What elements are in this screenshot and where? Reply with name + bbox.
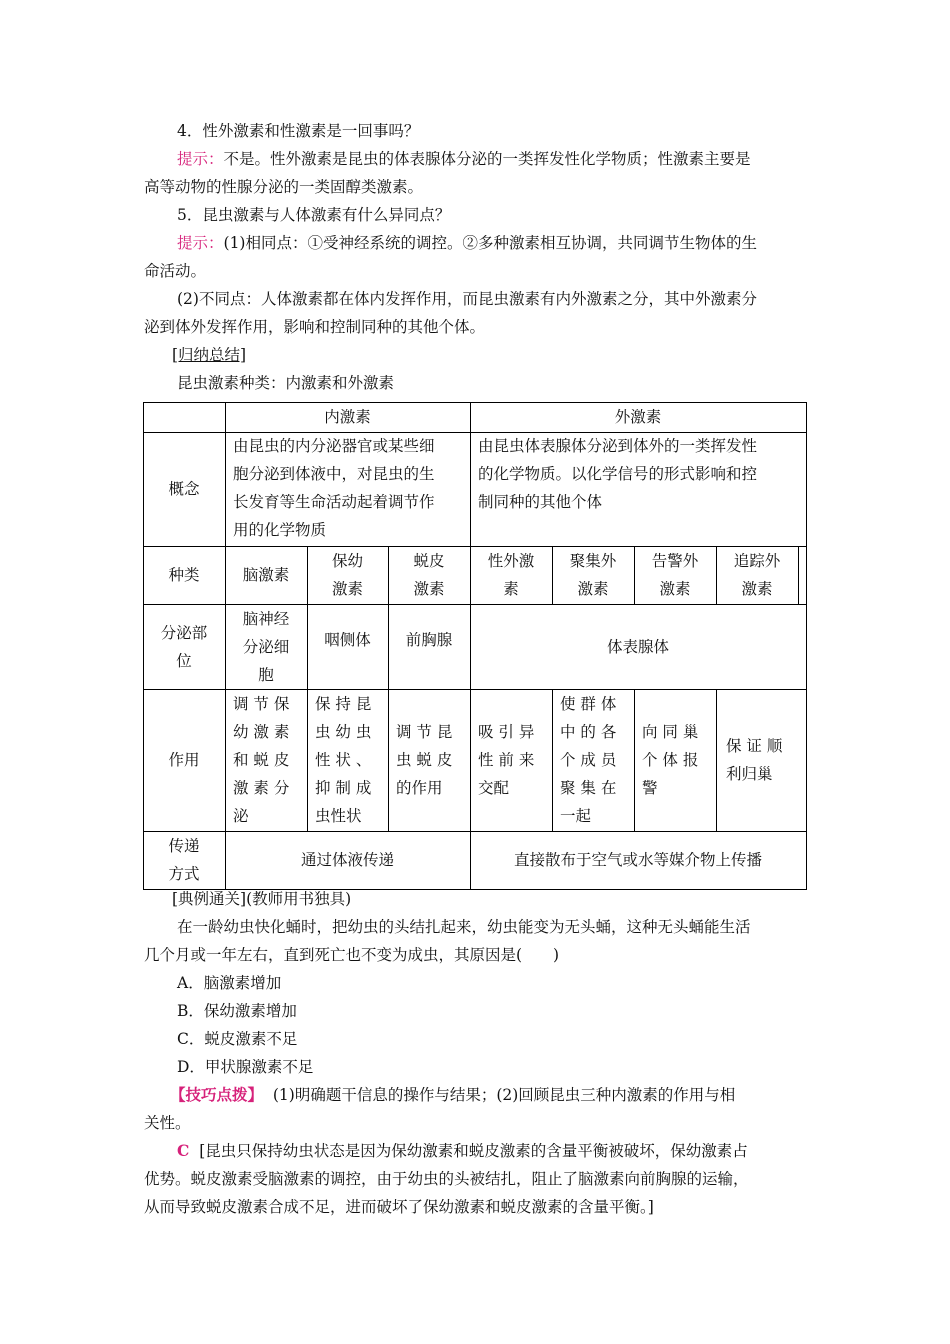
cell-line: 激素 <box>659 580 691 598</box>
option-d: D．甲状腺激素不足 <box>177 1058 314 1076</box>
function-brain <box>225 689 307 831</box>
concept-internal-line: 长发育等生命活动起着调节作 <box>233 493 435 511</box>
cell-line: 脑神经 <box>242 609 290 628</box>
hint-5-text: (1)相同点：①受神经系统的调控。②多种激素相互协调，共同调节生物体的生 <box>223 234 757 252</box>
tip-text: (1)明确题干信息的操作与结果；(2)回顾昆虫三种内激素的作用与相 <box>272 1086 736 1104</box>
site-prothoracic-gland: 前胸腺 <box>405 631 453 649</box>
explain-cont-2: 从而导致蜕皮激素合成不足，进而破坏了保幼激素和蜕皮激素的含量平衡。] <box>144 1198 654 1216</box>
hint-5 <box>177 232 757 254</box>
cell-line: 聚 集 在 <box>560 779 617 797</box>
function-alarm <box>634 689 716 831</box>
row-label-concept: 概念 <box>168 480 200 498</box>
cell-line: 虫 幼 虫 <box>315 723 372 741</box>
cell-line: 分泌部 <box>160 623 208 642</box>
cell-line: 方式 <box>168 865 200 883</box>
transfer-internal: 通过体液传递 <box>300 851 394 869</box>
cell-line: 一起 <box>560 807 592 825</box>
cell-line: 虫性状 <box>315 807 362 825</box>
cell-line: 性 前 来 <box>478 751 535 769</box>
cell-line: 的作用 <box>396 779 443 797</box>
concept-external-line: 由昆虫体表腺体分泌到体外的一类挥发性 <box>478 437 758 455</box>
hint-4 <box>177 148 751 170</box>
cell-line: 激 素 分 <box>233 779 290 797</box>
example-heading: [典例通关](教师用书独具) <box>172 890 352 908</box>
cell-line: 调 节 昆 <box>396 723 453 741</box>
cell-line: 泌 <box>233 807 249 825</box>
row-label-function: 作用 <box>168 751 200 769</box>
answer-letter: C <box>177 1141 190 1160</box>
type-molting-hormone <box>388 546 470 604</box>
question-4: 4．性外激素和性激素是一回事吗？ <box>177 122 420 140</box>
cell-line: 激素 <box>413 580 445 598</box>
cell-line: 聚集外 <box>569 552 617 570</box>
cell-line: 性外激 <box>487 552 535 570</box>
transfer-external: 直接散布于空气或水等媒介物上传播 <box>513 851 762 869</box>
cell-line: 警 <box>642 779 658 797</box>
cell-line: 素 <box>503 580 519 598</box>
cell-line: 蜕皮 <box>413 552 445 570</box>
type-sex-pheromone <box>470 546 552 604</box>
hint-5-diff-cont: 泌到体外发挥作用，影响和控制同种的其他个体。 <box>144 318 486 336</box>
type-brain-hormone: 脑激素 <box>242 566 290 584</box>
concept-internal-line: 用的化学物质 <box>233 521 327 539</box>
hint-4-text: 不是。性外激素是昆虫的体表腺体分泌的一类挥发性化学物质；性激素主要是 <box>223 150 751 168</box>
site-external: 体表腺体 <box>606 637 669 656</box>
question-5: 5．昆虫激素与人体激素有什么异同点？ <box>177 206 451 224</box>
function-sex <box>470 689 552 831</box>
cell-line: 和 蜕 皮 <box>233 751 290 769</box>
concept-external-line: 制同种的其他个体 <box>478 493 603 511</box>
cell-line: 抑 制 成 <box>315 779 372 797</box>
concept-internal-line: 胞分泌到体液中，对昆虫的生 <box>233 465 435 483</box>
cell-line: 利归巢 <box>726 765 773 783</box>
tip-label: 【技巧点拨】 <box>170 1085 264 1104</box>
cell-line: 保 证 顺 <box>726 737 783 755</box>
concept-external <box>470 432 806 546</box>
function-aggregation <box>552 689 634 831</box>
cell-line: 幼 激 素 <box>233 723 290 741</box>
hint-5-cont: 命活动。 <box>144 262 207 280</box>
header-internal: 内激素 <box>324 408 371 426</box>
cell-line: 激素 <box>577 580 609 598</box>
cell-line: 胞 <box>258 665 274 684</box>
tip-cont: 关性。 <box>144 1114 191 1132</box>
example-stem-2: 几个月或一年左右，直到死亡也不变为成虫，其原因是( ) <box>144 946 560 964</box>
cell-line: 传递 <box>168 837 200 855</box>
function-trail <box>716 689 806 831</box>
cell-line: 向 同 巢 <box>642 723 699 741</box>
row-label-site <box>143 604 225 689</box>
option-c: C．蜕皮激素不足 <box>177 1030 298 1048</box>
cell-line: 中 的 各 <box>560 723 617 741</box>
explain-text: [昆虫只保持幼虫状态是因为保幼激素和蜕皮激素的含量平衡被破坏，保幼激素占 <box>199 1142 748 1160</box>
type-trail-pheromone <box>716 546 798 604</box>
cell-line: 调 节 保 <box>233 695 290 713</box>
cell-line: 位 <box>176 651 192 670</box>
cell-line: 告警外 <box>651 552 699 570</box>
cell-line: 激素 <box>331 580 363 598</box>
hint-5-diff: (2)不同点：人体激素都在体内发挥作用，而昆虫激素有内外激素之分，其中外激素分 <box>177 290 757 308</box>
cell-line: 个 成 员 <box>560 751 617 769</box>
cell-line: 分泌细 <box>242 637 290 656</box>
option-b: B．保幼激素增加 <box>177 1002 297 1020</box>
function-juvenile <box>307 689 388 831</box>
cell-line: 个 体 报 <box>642 751 699 769</box>
summary-heading: [归纳总结] <box>172 346 247 364</box>
row-label-types: 种类 <box>168 566 200 584</box>
type-alarm-pheromone <box>634 546 716 604</box>
type-aggregation-pheromone <box>552 546 634 604</box>
concept-internal-line: 由昆虫的内分泌器官或某些细 <box>233 437 435 455</box>
header-external: 外激素 <box>614 408 662 426</box>
site-brain <box>225 604 307 689</box>
hormone-table <box>143 402 807 890</box>
type-juvenile-hormone <box>307 546 388 604</box>
row-label-transfer <box>143 831 225 889</box>
concept-external-line: 的化学物质。以化学信号的形式影响和控 <box>478 465 758 483</box>
cell-line: 虫 蜕 皮 <box>396 751 453 769</box>
cell-line: 使 群 体 <box>560 695 617 713</box>
answer-explanation <box>177 1140 748 1162</box>
cell-line: 激素 <box>741 580 773 598</box>
tip <box>170 1084 735 1106</box>
concept-internal <box>225 432 470 546</box>
cell-line: 性 状 、 <box>315 751 372 769</box>
site-corpora-allata: 咽侧体 <box>324 631 371 649</box>
cell-line: 追踪外 <box>733 552 781 570</box>
summary-intro: 昆虫激素种类：内激素和外激素 <box>177 374 395 392</box>
cell-line: 保 持 昆 <box>315 695 372 713</box>
cell-line: 吸 引 异 <box>478 723 535 741</box>
example-stem-1: 在一龄幼虫快化蛹时，把幼虫的头结扎起来，幼虫能变为无头蛹，这种无头蛹能生活 <box>177 918 751 936</box>
cell-line: 交配 <box>478 779 510 797</box>
hint-label: 提示： <box>177 150 224 168</box>
hint-4-cont: 高等动物的性腺分泌的一类固醇类激素。 <box>144 178 424 196</box>
function-molting <box>388 689 470 831</box>
explain-cont-1: 优势。蜕皮激素受脑激素的调控，由于幼虫的头被结扎，阻止了脑激素向前胸腺的运输， <box>144 1170 749 1188</box>
option-a: A．脑激素增加 <box>177 974 282 992</box>
hint-label: 提示： <box>177 234 224 252</box>
cell-line: 保幼 <box>331 552 363 570</box>
